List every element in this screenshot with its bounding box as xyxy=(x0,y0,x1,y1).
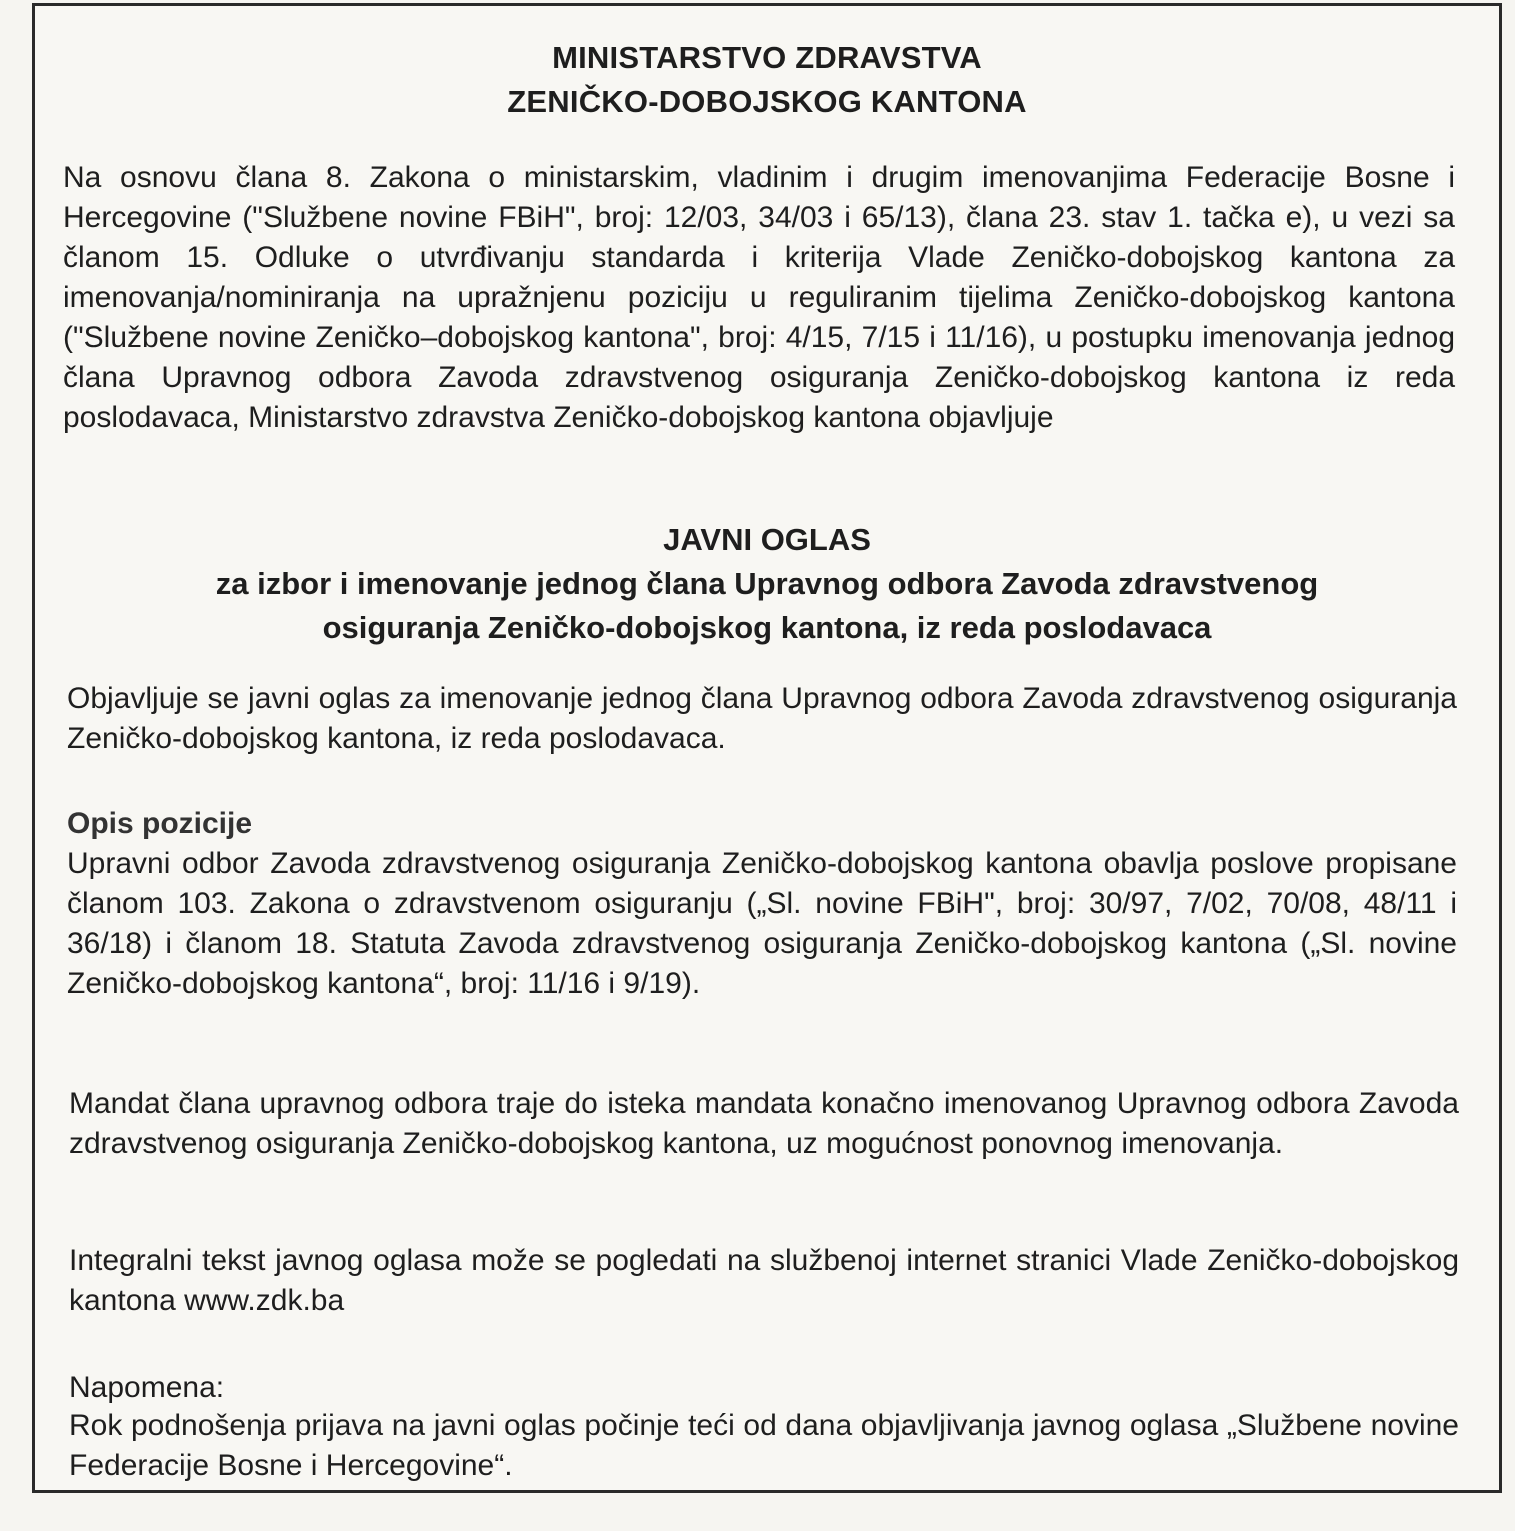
ministry-header xyxy=(35,36,1499,124)
ad-title-main: JAVNI OGLAS xyxy=(663,522,871,557)
note-body: Rok podnošenja prijava na javni oglas počinje teći od dana objavljivanja javnog oglasa „Službene novine Federacije Bosne i Hercegovine“. xyxy=(69,1409,1459,1482)
ad-title-subtitle-line1: za izbor i imenovanje jednog člana Upravnog odbora Zavoda zdravstvenog xyxy=(215,566,1319,601)
mandate-paragraph: Mandat člana upravnog odbora traje do isteka mandata konačno imenovanog Upravnog odbora Zavoda zdravstvenog osiguranja Zeničko-dobojskog kantona, uz mogućnost ponovnog imenovanja. xyxy=(69,1087,1459,1160)
ministry-header-line1: MINISTARSTVO ZDRAVSTVA xyxy=(552,40,982,75)
ad-title xyxy=(95,518,1439,650)
position-description-heading: Opis pozicije xyxy=(67,807,253,840)
ministry-header-line2: ZENIČKO-DOBOJSKOG KANTONA xyxy=(507,84,1027,119)
note-label: Napomena: xyxy=(69,1371,225,1404)
integral-text-paragraph: Integralni tekst javnog oglasa može se pogledati na službenoj internet stranici Vlade Zeničko-dobojskog kantona www.zdk.ba xyxy=(69,1244,1459,1317)
position-description-body: Upravni odbor Zavoda zdravstvenog osiguranja Zeničko-dobojskog kantona obavlja poslove propisane članom 103. Zakona o zdravstvenom osiguranju („Sl. novine FBiH", broj: 30/97, 7/02, 70/08, 48/11 i 36/18) i članom 18. Statuta Zavoda zdravstvenog osiguranja Zeničko-dobojskog kantona („Sl. novine Zeničko-dobojskog kantona“, broj: 11/16 i 9/19). xyxy=(67,847,1457,1000)
public-notice xyxy=(32,3,1502,1493)
announcement-paragraph: Objavljuje se javni oglas za imenovanje jednog člana Upravnog odbora Zavoda zdravstvenog osiguranja Zeničko-dobojskog kantona, iz reda poslodavaca. xyxy=(67,682,1457,755)
legal-basis-paragraph: Na osnovu člana 8. Zakona o ministarskim, vladinim i drugim imenovanjima Federacije Bosne i Hercegovine ("Službene novine FBiH", broj: 12/03, 34/03 i 65/13), člana 23. stav 1. tačka e), u vezi sa članom 15. Odluke o utvrđivanju standarda i kriterija Vlade Zeničko-dobojskog kantona za imenovanja/nominiranja na upražnjenu poziciju u reguliranim tijelima Zeničko-dobojskog kantona ("Službene novine Zeničko–dobojskog kantona", broj: 4/15, 7/15 i 11/16), u postupku imenovanja jednog člana Upravnog odbora Zavoda zdravstvenog osiguranja Zeničko-dobojskog kantona iz reda poslodavaca, Ministarstvo zdravstva Zeničko-dobojskog kantona objavljuje xyxy=(63,161,1455,434)
ad-title-subtitle-line2: osiguranja Zeničko-dobojskog kantona, iz reda poslodavaca xyxy=(322,610,1212,645)
